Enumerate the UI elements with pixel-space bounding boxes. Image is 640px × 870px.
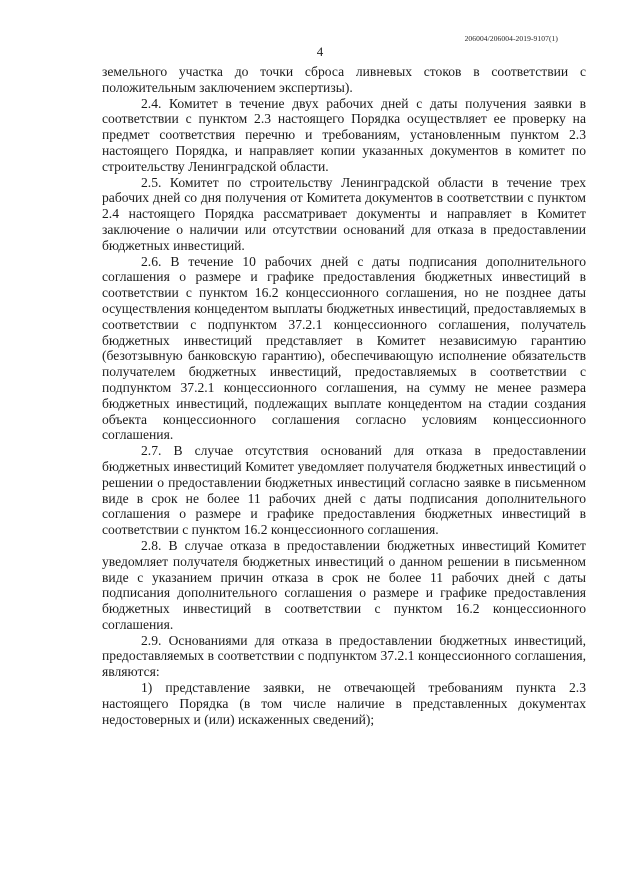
- paragraph-continuation: земельного участка до точки сброса ливневых стоков в соответствии с положительным заключением экспертизы).: [102, 64, 586, 95]
- document-body: [102, 64, 586, 727]
- paragraph-2-7: 2.7. В случае отсутствия оснований для отказа в предоставлении бюджетных инвестиций Комитет уведомляет получателя бюджетных инвестиций о решении о предоставлении бюджетных инвестиций согласно заявке в письменном виде в срок не более 11 рабочих дней с даты подписания дополнительного соглашения о размере и графике предоставления бюджетных инвестиций в соответствии с пунктом 16.2 концессионного соглашения.: [102, 443, 586, 538]
- paragraph-2-6: 2.6. В течение 10 рабочих дней с даты подписания дополнительного соглашения о размере и графике предоставления бюджетных инвестиций в соответствии с пунктом 16.2 концессионного соглашения, но не позднее даты осуществления концедентом выплаты бюджетных инвестиций, предоставляемых в соответствии с подпунктом 37.2.1 концессионного соглашения, получатель бюджетных инвестиций представляет в Комитет независимую гарантию (безотзывную банковскую гарантию), обеспечивающую исполнение обязательств получателем бюджетных инвестиций, предоставляемых в соответствии с подпунктом 37.2.1 концессионного соглашения, на сумму не менее размера бюджетных инвестиций, подлежащих выплате концедентом на стадии создания объекта концессионного соглашения согласно условиям концессионного соглашения.: [102, 253, 586, 443]
- paragraph-2-4: 2.4. Комитет в течение двух рабочих дней с даты получения заявки в соответствии с пунктом 2.3 настоящего Порядка осуществляет ее проверку на предмет соответствия перечню и требованиям, установленным пунктом 2.3 настоящего Порядка, и направляет копии указанных документов в комитет по строительству Ленинградской области.: [102, 95, 586, 174]
- paragraph-2-9: 2.9. Основаниями для отказа в предоставлении бюджетных инвестиций, предоставляемых в соответствии с подпунктом 37.2.1 концессионного соглашения, являются:: [102, 632, 586, 680]
- list-item-1: 1) представление заявки, не отвечающей требованиям пункта 2.3 настоящего Порядка (в том числе наличие в представленных документах недостоверных и (или) искаженных сведений);: [102, 680, 586, 727]
- paragraph-2-8: 2.8. В случае отказа в предоставлении бюджетных инвестиций Комитет уведомляет получателя бюджетных инвестиций о данном решении в письменном виде с указанием причин отказа в срок не более 11 рабочих дней с даты подписания дополнительного соглашения о размере и графике предоставления бюджетных инвестиций в соответствии с пунктом 16.2 концессионного соглашения.: [102, 537, 586, 632]
- document-id: 206004/206004-2019-9107(1): [464, 34, 558, 43]
- page-number: 4: [316, 44, 324, 59]
- paragraph-2-5: 2.5. Комитет по строительству Ленинградской области в течение трех рабочих дней со дня получения от Комитета документов в соответствии с пунктом 2.4 настоящего Порядка рассматривает документы и направляет в Комитет заключение о наличии или отсутствии оснований для отказа в предоставлении бюджетных инвестиций.: [102, 174, 586, 253]
